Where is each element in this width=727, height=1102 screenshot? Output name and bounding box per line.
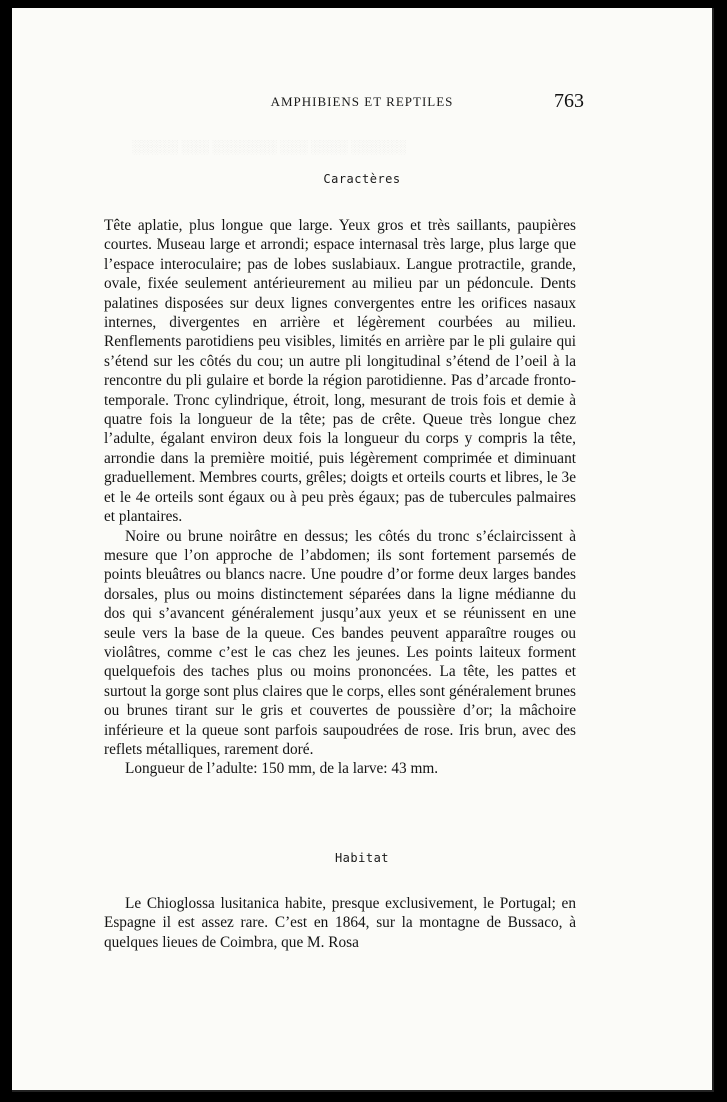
running-title: AMPHIBIENS ET REPTILES xyxy=(270,94,454,109)
paragraph: Longueur de l’adulte: 150 mm, de la larve: 43 mm. xyxy=(125,760,439,778)
paragraph: Tête aplatie, plus longue que large. Yeux gros et très saillants, paupières courtes. Museau large et arrondi; espace internasal très large, plus large que l’espace interoculaire; pas de lobes suslabiaux. Langue protractile, grande, ovale, fixée seulement antérieurement au milieu par un pédoncule. Dents palatines disposées sur deux lignes convergentes entre les orifices nasaux internes, divergentes en arrière et légèrement courbées au milieu. Renflements parotidiens peu visibles, limités en arrière par le pli gulaire qui s’étend sur les côtés du cou; un autre pli longitudinal s’étend de l’oeil à la rencontre du pli gulaire et borde la région parotidienne. Pas d’arcade fronto-temporale. Tronc cylindrique, étroit, long, mesurant de trois fois et demie à quatre fois la longueur de la tête; pas de crête. Queue très longue chez l’adulte, égalant environ deux fois la longueur du corps y compris la tête, arrondie dans la première moitié, puis légèrement comprimée et diminuant graduellement. Membres courts, grêles; doigts et orteils courts et libres, le 3e et le 4e orteils sont égaux ou à peu près égaux; pas de tubercules palmaires et plantaires. xyxy=(104,217,576,526)
section-heading-caracteres: Caractères xyxy=(323,172,401,186)
section-body-habitat xyxy=(104,894,576,952)
paragraph: Le Chioglossa lusitanica habite, presque exclusivement, le Portugal; en Espagne il est assez rare. C’est en 1864, sur la montagne de Bussaco, à quelques lieues de Coimbra, que M. Rosa xyxy=(104,895,576,951)
book-page xyxy=(12,8,714,1092)
page-number: 763 xyxy=(554,90,584,112)
paragraph: Noire ou brune noirâtre en dessus; les côtés du tronc s’éclaircissent à mesure que l’on approche de l’abdomen; ils sont fortement parsemés de points bleuâtres ou blancs nacre. Une poudre d’or forme deux larges bandes dorsales, plus ou moins distinctement séparées dans la ligne médianne du dos qui s’avancent généralement jusqu’aux yeux et se réunissent en une seule vers la base de la queue. Ces bandes peuvent apparaître rouges ou violâtres, comme c’est le cas chez les jeunes. Les points laiteux forment quelquefois des taches plus ou moins prononcées. La tête, les pattes et surtout la gorge sont plus claires que le corps, elles sont généralement brunes ou brunes tirant sur le gris et couvertes de poussière d’or; la mâchoire inférieure et la queue sont parfois saupoudrées de rose. Iris brun, avec des reflets métalliques, rarement doré. xyxy=(104,527,576,758)
section-heading-habitat: Habitat xyxy=(334,851,390,865)
section-body-caracteres xyxy=(104,216,576,779)
running-head xyxy=(12,90,712,120)
bleed-through-decoration: ░░░░░ ░░░ ░░░░░░░ ░░░ ░░░░ ░░░░░░ xyxy=(132,139,407,154)
